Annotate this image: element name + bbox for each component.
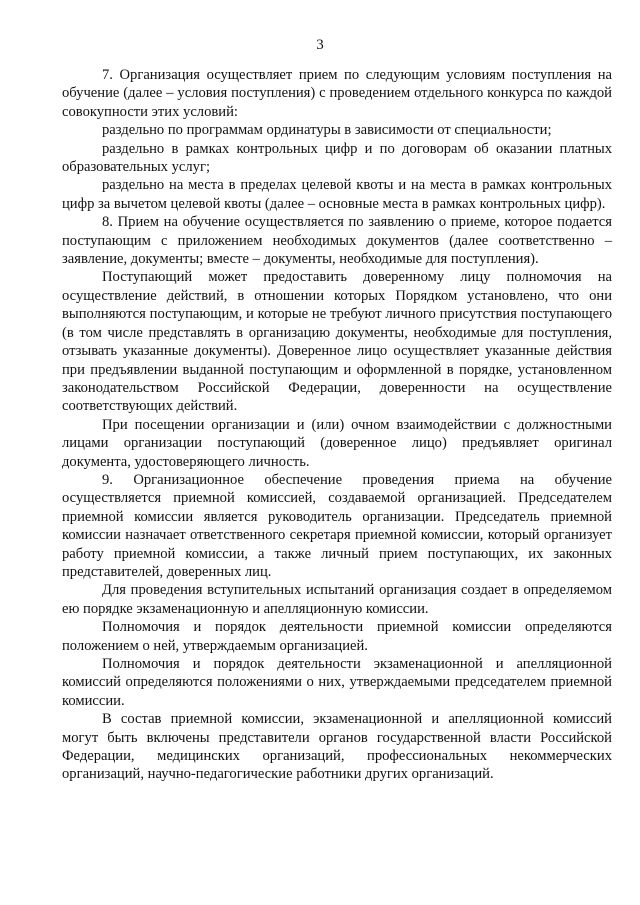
page-number: 3	[316, 37, 324, 53]
paragraph-7-item-3: раздельно на места в пределах целевой квоты и на места в рамках контрольных цифр за вычетом целевой квоты (далее – основные места в рамках контрольных цифр).	[62, 177, 612, 212]
paragraph-9-commissions: Для проведения вступительных испытаний организация создает в определяемом ею порядке экзаменационную и апелляционную комиссии.	[62, 582, 612, 617]
paragraph-9-exam-powers: Полномочия и порядок деятельности экзаменационной и апелляционной комиссий определяются положениями о них, утверждаемыми председателем приемной комиссии.	[62, 656, 612, 709]
paragraph-9: 9. Организационное обеспечение проведения приема на обучение осуществляется приемной комиссией, создаваемой организацией. Председателем приемной комиссии является руководитель организации. Председатель приемной комиссии назначает ответственного секретаря приемной комиссии, который организует работу приемной комиссии, а также личный прием поступающих, их законных представителей, доверенных лиц.	[62, 471, 612, 580]
paragraph-7-item-2: раздельно в рамках контрольных цифр и по договорам об оказании платных образовательных услуг;	[62, 140, 612, 176]
paragraph-8-proxy: Поступающий может предоставить доверенному лицу полномочия на осуществление действий, в отношении которых Порядком установлено, что они выполняются поступающим, и которые не требуют личного присутствия поступающего (в том числе представлять в организацию документы, необходимые для поступления, отзывать указанные документы). Доверенное лицо осуществляет указанные действия при предъявлении выданной поступающим и оформленной в порядке, установленном законодательством Российской Федерации, доверенности на осуществление соответствующих действий.	[62, 269, 612, 415]
paragraph-7: 7. Организация осуществляет прием по следующим условиям поступления на обучение (далее – условия поступления) с проведением отдельного конкурса по каждой совокупности этих условий:	[62, 67, 612, 120]
paragraph-8: 8. Прием на обучение осуществляется по заявлению о приеме, которое подается поступающим с приложением необходимых документов (далее соответственно – заявление, документы; вместе – документы, необходимые для поступления).	[62, 214, 612, 268]
paragraph-9-admission-powers: Полномочия и порядок деятельности приемной комиссии определяются положением о ней, утверждаемым организацией.	[62, 619, 612, 654]
document-body	[62, 66, 612, 784]
paragraph-7-item-1: раздельно по программам ординатуры в зависимости от специальности;	[102, 122, 552, 139]
paragraph-9-composition: В состав приемной комиссии, экзаменационной и апелляционной комиссий могут быть включены представители органов государственной власти Российской Федерации, медицинских организаций, профессиональных некоммерческих организаций, научно-педагогические работники других организаций.	[62, 711, 612, 783]
paragraph-8-identity: При посещении организации и (или) очном взаимодействии с должностными лицами организации поступающий (доверенное лицо) предъявляет оригинал документа, удостоверяющего личность.	[62, 416, 612, 470]
